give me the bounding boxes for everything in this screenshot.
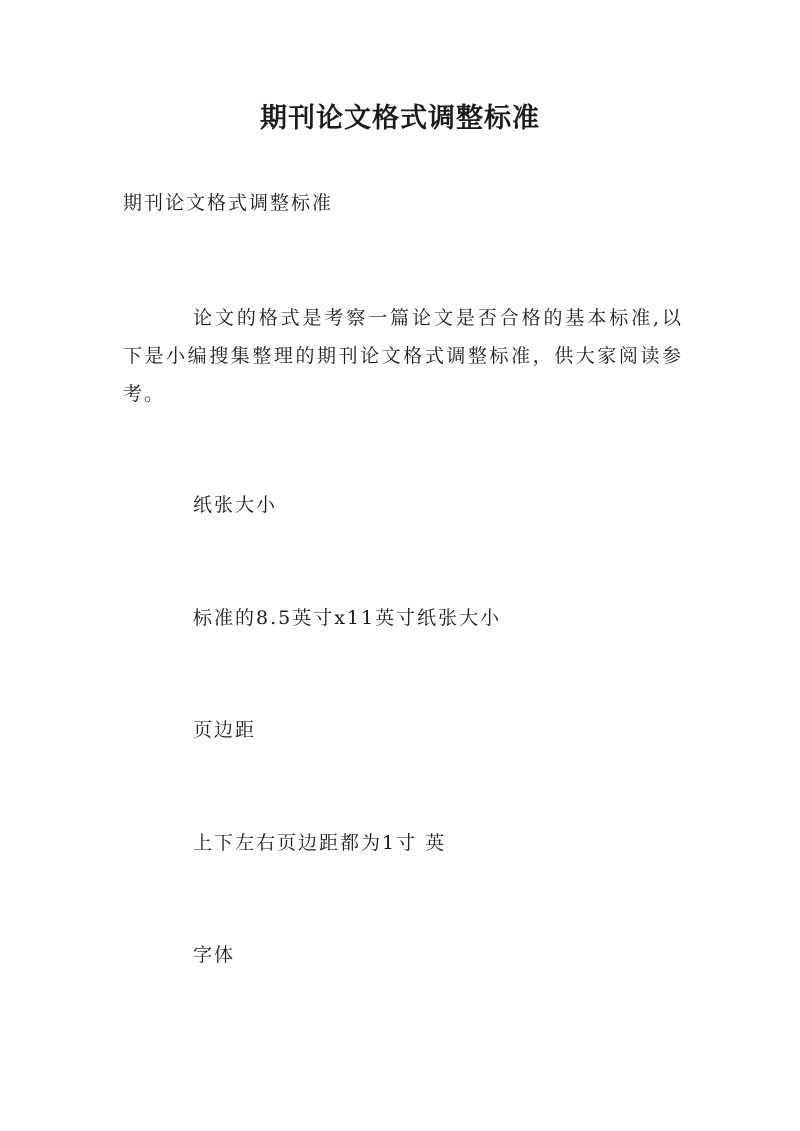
intro-paragraph: 论文的格式是考察一篇论文是否合格的基本标准,以下是小编搜集整理的期刊论文格式调整标准，供大家阅读参考。 <box>123 307 683 405</box>
document-title: 期刊论文格式调整标准 <box>260 103 540 134</box>
section-heading-paper-size: 纸张大小 <box>193 494 278 516</box>
section-heading-font: 字体 <box>193 944 236 966</box>
paper-size-text: 标准的8.5英寸x11英寸纸张大小 <box>193 607 502 629</box>
margins-text: 上下左右页边距都为1寸 英 <box>193 832 447 854</box>
document-subtitle: 期刊论文格式调整标准 <box>123 192 334 214</box>
section-heading-margins: 页边距 <box>193 719 257 741</box>
